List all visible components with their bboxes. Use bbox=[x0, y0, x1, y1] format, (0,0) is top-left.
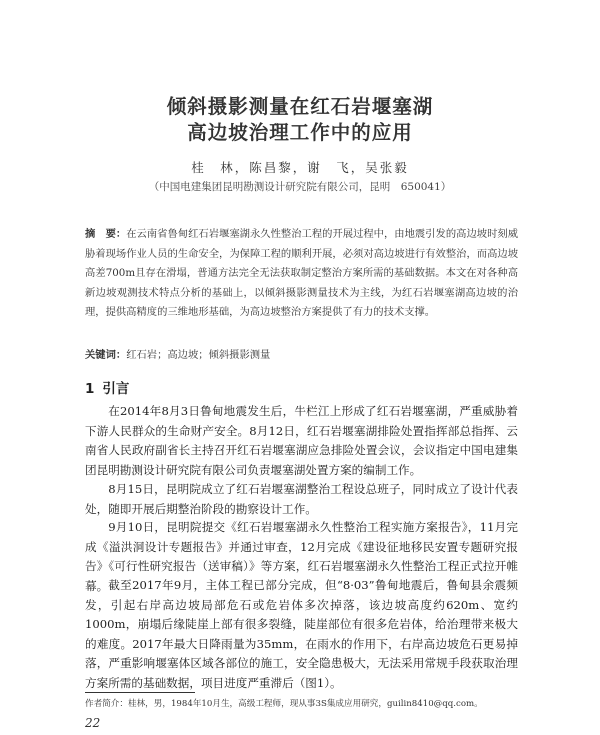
title-line-1: 倾斜摄影测量在红石岩堰塞湖 bbox=[166, 95, 434, 118]
footnote-label: 作者简介： bbox=[85, 699, 128, 709]
abstract-text: 在云南省鲁甸红石岩堰塞湖永久性整治工程的开展过程中，由地震引发的高边坡时刻威胁着现场作业人员的生命安全，为保障工程的顺利开展，必须对高边坡进行有效整治，而高边坡高差700m且存在滑塌，普通方法完全无法获取制定整治方案所需的基础数据。本文在对各种高新边坡观测技术特点分析的基础上，以倾斜摄影测量技术为主线，为红石岩堰塞湖高边坡的治理，提供高精度的三维地形基础，为高边坡整治方案提供了有力的技术支撑。 bbox=[85, 228, 519, 319]
paragraph-4: 截至2017年9月，主体工程已部分完成，但“8·03”鲁甸地震后，鲁甸县余震频发，引起右岸高边坡局部危石或危岩体多次掉落，该边坡高度约620m、宽约1000m，崩塌后缘陡崖上部有很多裂缝，陡崖部位有很多危岩体，给治理带来极大的难度。2017年最大日降雨量为35mm，在雨水的作用下，右岸高边坡危石更易掉落，严重影响堰塞体区域各部位的施工，安全隐患极大，无法采用常规手段获取治理方案所需的基础数据，项目进度严重滞后（图1）。 bbox=[85, 578, 518, 690]
title-line-2: 高边坡治理工作中的应用 bbox=[187, 121, 413, 144]
page-number: 22 bbox=[85, 716, 101, 730]
paragraph-3: 9月10日，昆明院提交《红石岩堰塞湖永久性整治工程实施方案报告》，11月完成《溢洪洞设计专题报告》并通过审查，12月完成《建设征地移民安置专题研究报告》《可行性研究报告（送审稿）》等方案，红石岩堰塞湖永久性整治工程正式拉开帷幕。 bbox=[85, 520, 518, 593]
footnote bbox=[85, 697, 525, 709]
keywords-text: 红石岩；高边坡；倾斜摄影测量 bbox=[126, 349, 271, 361]
section-title: 引言 bbox=[102, 381, 130, 397]
footnote-divider bbox=[85, 692, 195, 693]
authors: 桂 林，陈昌黎，谢 飞，吴张毅 bbox=[191, 160, 409, 175]
keywords-label: 关键词： bbox=[85, 349, 127, 361]
section-heading bbox=[85, 377, 129, 397]
footnote-text: 桂林，男，1984年10月生，高级工程师，现从事3S集成应用研究，guilin8410@qq.com。 bbox=[127, 699, 483, 709]
abstract-label: 摘 要： bbox=[85, 228, 127, 240]
paragraph-1: 在2014年8月3日鲁甸地震发生后，牛栏江上形成了红石岩堰塞湖，严重威胁着下游人民群众的生命财产安全。8月12日，红石岩堰塞湖排险处置指挥部总指挥、云南省人民政府副省长主持召开红石岩堰塞湖应急排险处置会议，会议指定中国电建集团昆明勘测设计研究院有限公司负责堰塞湖处置方案的编制工作。 bbox=[85, 404, 518, 477]
paragraph-2: 8月15日，昆明院成立了红石岩堰塞湖整治工程设总班子，同时成立了设计代表处，随即开展后期整治阶段的勘察设计工作。 bbox=[85, 482, 518, 516]
keywords bbox=[85, 346, 518, 361]
affiliation: （中国电建集团昆明勘测设计研究院有限公司，昆明 650041） bbox=[148, 181, 452, 193]
abstract bbox=[85, 225, 518, 323]
section-number: 1 bbox=[85, 381, 95, 397]
